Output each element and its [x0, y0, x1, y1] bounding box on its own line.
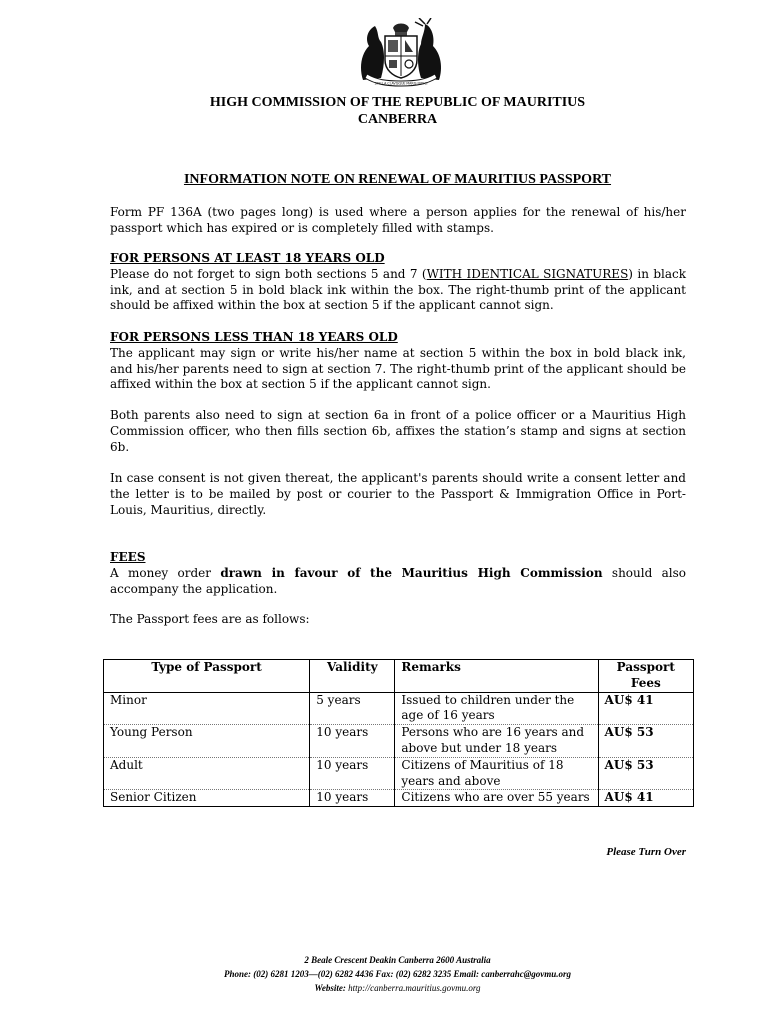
header-validity: Validity — [310, 660, 395, 693]
header-type: Type of Passport — [104, 660, 310, 693]
table-row — [104, 757, 694, 790]
table-row — [104, 790, 694, 807]
table-row — [104, 692, 694, 725]
svg-text:STELLA CLAVISQUE MARIS INDICI: STELLA CLAVISQUE MARIS INDICI — [374, 81, 428, 86]
fees-section — [110, 550, 686, 597]
minor-section — [110, 330, 686, 393]
cell-remarks: Persons who are 16 years and above but under 18 years — [395, 725, 598, 758]
website-link[interactable]: http://canberra.mauritius.govmu.org — [348, 983, 481, 993]
table-row — [104, 725, 694, 758]
cell-fee: AU$ 53 — [598, 725, 693, 758]
passport-fees-table — [103, 659, 694, 807]
cell-type: Young Person — [104, 725, 310, 758]
footer-contact: Phone: (02) 6281 1203—(02) 6282 4436 Fax: (02) 6282 3235 Email: canberrahc@govmu.org — [224, 969, 571, 979]
mauritius-coat-of-arms-icon — [355, 18, 447, 88]
please-turn-over: Please Turn Over — [606, 846, 686, 858]
commission-city: CANBERRA — [357, 112, 438, 127]
footer-website — [0, 983, 770, 993]
website-label: Website: — [314, 983, 349, 993]
cell-validity: 10 years — [310, 725, 395, 758]
fees-intro: The Passport fees are as follows: — [110, 612, 310, 626]
minor-heading: FOR PERSONS LESS THAN 18 YEARS OLD — [110, 330, 398, 344]
cell-fee: AU$ 41 — [598, 790, 693, 807]
adult-text-end: ) in black ink, and at section 5 in bold black ink within the box. The right-thumb print of the applicant should be affixed within the box at section 5 if the applicant cannot sign. — [110, 266, 686, 313]
commission-name: HIGH COMMISSION OF THE REPUBLIC OF MAURITIUS — [209, 95, 586, 110]
adult-section — [110, 251, 686, 314]
cell-validity: 10 years — [310, 790, 395, 807]
adult-text-start: Please do not forget to sign both sections 5 and 7 ( — [110, 266, 427, 281]
minor-text: The applicant may sign or write his/her name at section 5 within the box in bold black ink, and his/her parents need to sign at section 7. The right-thumb print of the applicant should be affixed within the box at section 5 if the applicant cannot sign. — [110, 345, 686, 392]
intro-paragraph: Form PF 136A (two pages long) is used where a person applies for the renewal of his/her passport which has expired or is completely filled with stamps. — [110, 205, 686, 235]
footer-address: 2 Beale Crescent Deakin Canberra 2600 Australia — [304, 955, 491, 965]
cell-fee: AU$ 41 — [598, 692, 693, 725]
table-header-row — [104, 660, 694, 693]
document-title: INFORMATION NOTE ON RENEWAL OF MAURITIUS PASSPORT — [183, 172, 612, 187]
cell-remarks: Issued to children under the age of 16 years — [395, 692, 598, 725]
cell-type: Senior Citizen — [104, 790, 310, 807]
header-remarks: Remarks — [395, 660, 598, 693]
cell-fee: AU$ 53 — [598, 757, 693, 790]
identical-signatures-emphasis: WITH IDENTICAL SIGNATURES — [426, 266, 629, 281]
fees-heading: FEES — [110, 550, 146, 564]
header-fees: Passport Fees — [598, 660, 693, 693]
cell-validity: 10 years — [310, 757, 395, 790]
cell-type: Minor — [104, 692, 310, 725]
both-parents-paragraph: Both parents also need to sign at section 6a in front of a police officer or a Mauritius High Commission officer, who then fills section 6b, affixes the station’s stamp and signs at section 6b. — [110, 408, 686, 454]
cell-remarks: Citizens of Mauritius of 18 years and above — [395, 757, 598, 790]
fees-text-end: should also accompany the application. — [110, 565, 686, 596]
adult-heading: FOR PERSONS AT LEAST 18 YEARS OLD — [110, 251, 385, 265]
cell-remarks: Citizens who are over 55 years — [395, 790, 598, 807]
fees-text-start: A money order — [110, 565, 221, 580]
consent-paragraph: In case consent is not given thereat, the applicant's parents should write a consent letter and the letter is to be mailed by post or courier to the Passport & Immigration Office in Port-Louis, Mauritius, directly. — [110, 471, 686, 517]
payee-emphasis: drawn in favour of the Mauritius High Commission — [220, 565, 603, 580]
cell-type: Adult — [104, 757, 310, 790]
cell-validity: 5 years — [310, 692, 395, 725]
